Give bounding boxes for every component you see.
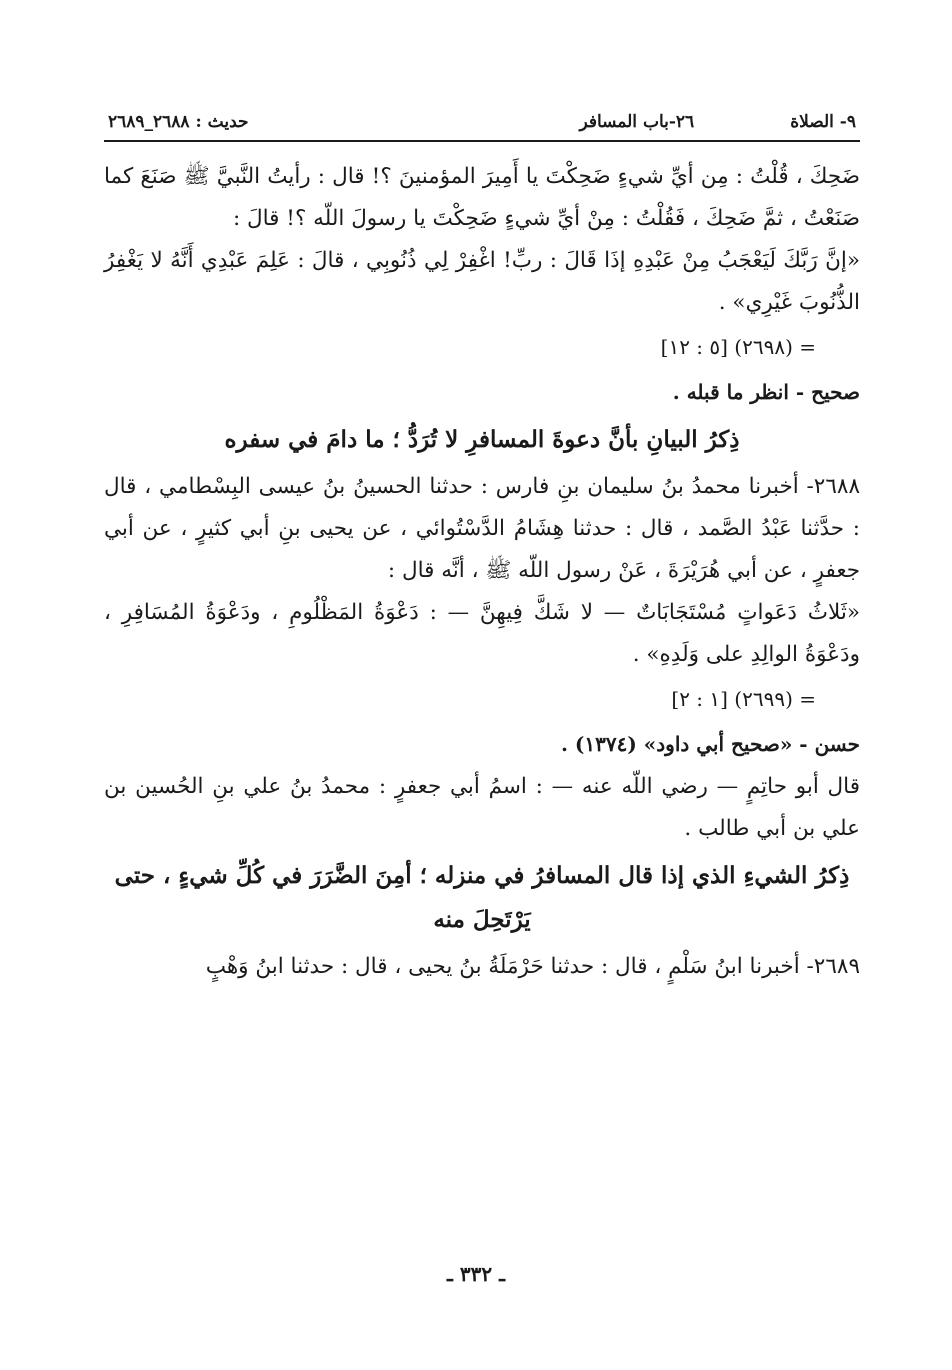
section-title: ٢٦-باب المسافر — [579, 112, 695, 132]
hadith-quote: «إنَّ رَبَّكَ لَيَعْجَبُ مِنْ عَبْدِهِ إذَا قَالَ : ربِّ! اغْفِرْ لِي ذُنُوبِي ، قالَ : عَلِمَ عَبْدِي أَنَّهُ لا يَغْفِرُ الذُّنُوبَ غَيْرِي» . — [104, 248, 860, 315]
chapter-title: ٩- الصلاة — [790, 112, 856, 132]
header-right — [579, 112, 856, 132]
hadith-grade: حسن - «صحيح أبي داود» (١٣٧٤) . — [560, 732, 860, 756]
cross-reference: = (٢٦٩٩) [١ : ٢] — [671, 687, 816, 711]
isnad-paragraph: ٢٦٨٨- أخبرنا محمدُ بنُ سليمان بنِ فارس : حدثنا الحسينُ بنُ عيسى البِسْطامي ، قال : حدَّثنا عَبْدُ الصَّمد ، قال : حدثنا هِشَامُ الدَّسْتُوائي ، عن يحيى بنِ أبي كثيرٍ ، عن أبي جعفرٍ ، عن أبي هُرَيْرَةَ ، عَنْ رسول اللّه ﷺ ، أنَّه قال : — [104, 474, 860, 583]
hadith-grade: صحيح - انظر ما قبله . — [672, 380, 860, 404]
hadith-range: حديث : ٢٦٨٨_٢٦٨٩ — [108, 112, 249, 132]
text-paragraph: ضَحِكَ ، قُلْتُ : مِن أيِّ شيءٍ ضَحِكْتَ يا أَمِيرَ المؤمنينَ ؟! قال : رأيتُ النَّبيَّ ﷺ صَنَعَ كما صَنَعْتُ ، ثمَّ ضَحِكَ ، فَقُلْتُ : مِنْ أيِّ شيءٍ ضَحِكْتَ يا رسولَ اللّه ؟! قالَ : — [104, 164, 860, 231]
page-number: ـ ٣٣٢ ـ — [447, 1262, 505, 1286]
author-comment: قال أبو حاتِمٍ — رضي اللّه عنه — : اسمُ أبي جعفرٍ : محمدُ بنُ علي بنِ الحُسين بن علي بن أبي طالب . — [104, 774, 860, 841]
isnad-paragraph: ٢٦٨٩- أخبرنا ابنُ سَلْمٍ ، قال : حدثنا حَرْمَلَةُ بنُ يحيى ، قال : حدثنا ابنُ وَهْبٍ — [205, 954, 860, 979]
hadith-quote: «ثَلاثُ دَعَواتٍ مُسْتَجَابَاتٌ — لا شَكَّ فِيهِنَّ — : دَعْوَةُ المَظْلُومِ ، ودَعْوَةُ المُسَافِرِ ، ودَعْوَةُ الوالِدِ على وَلَدِهِ» . — [104, 600, 860, 667]
running-header — [104, 112, 860, 142]
cross-reference: = (٢٦٩٨) [٥ : ١٢] — [660, 335, 816, 359]
section-heading: ذِكرُ البيانِ بأنَّ دعوةَ المسافرِ لا تُرَدُّ ؛ ما دامَ في سفره — [224, 426, 740, 453]
page-body — [104, 142, 860, 988]
section-heading: ذِكرُ الشيءِ الذي إذا قال المسافرُ في منزله ؛ أمِنَ الضَّرَرَ في كُلِّ شيءٍ ، حتى يَرْتَحِلَ منه — [114, 862, 850, 933]
